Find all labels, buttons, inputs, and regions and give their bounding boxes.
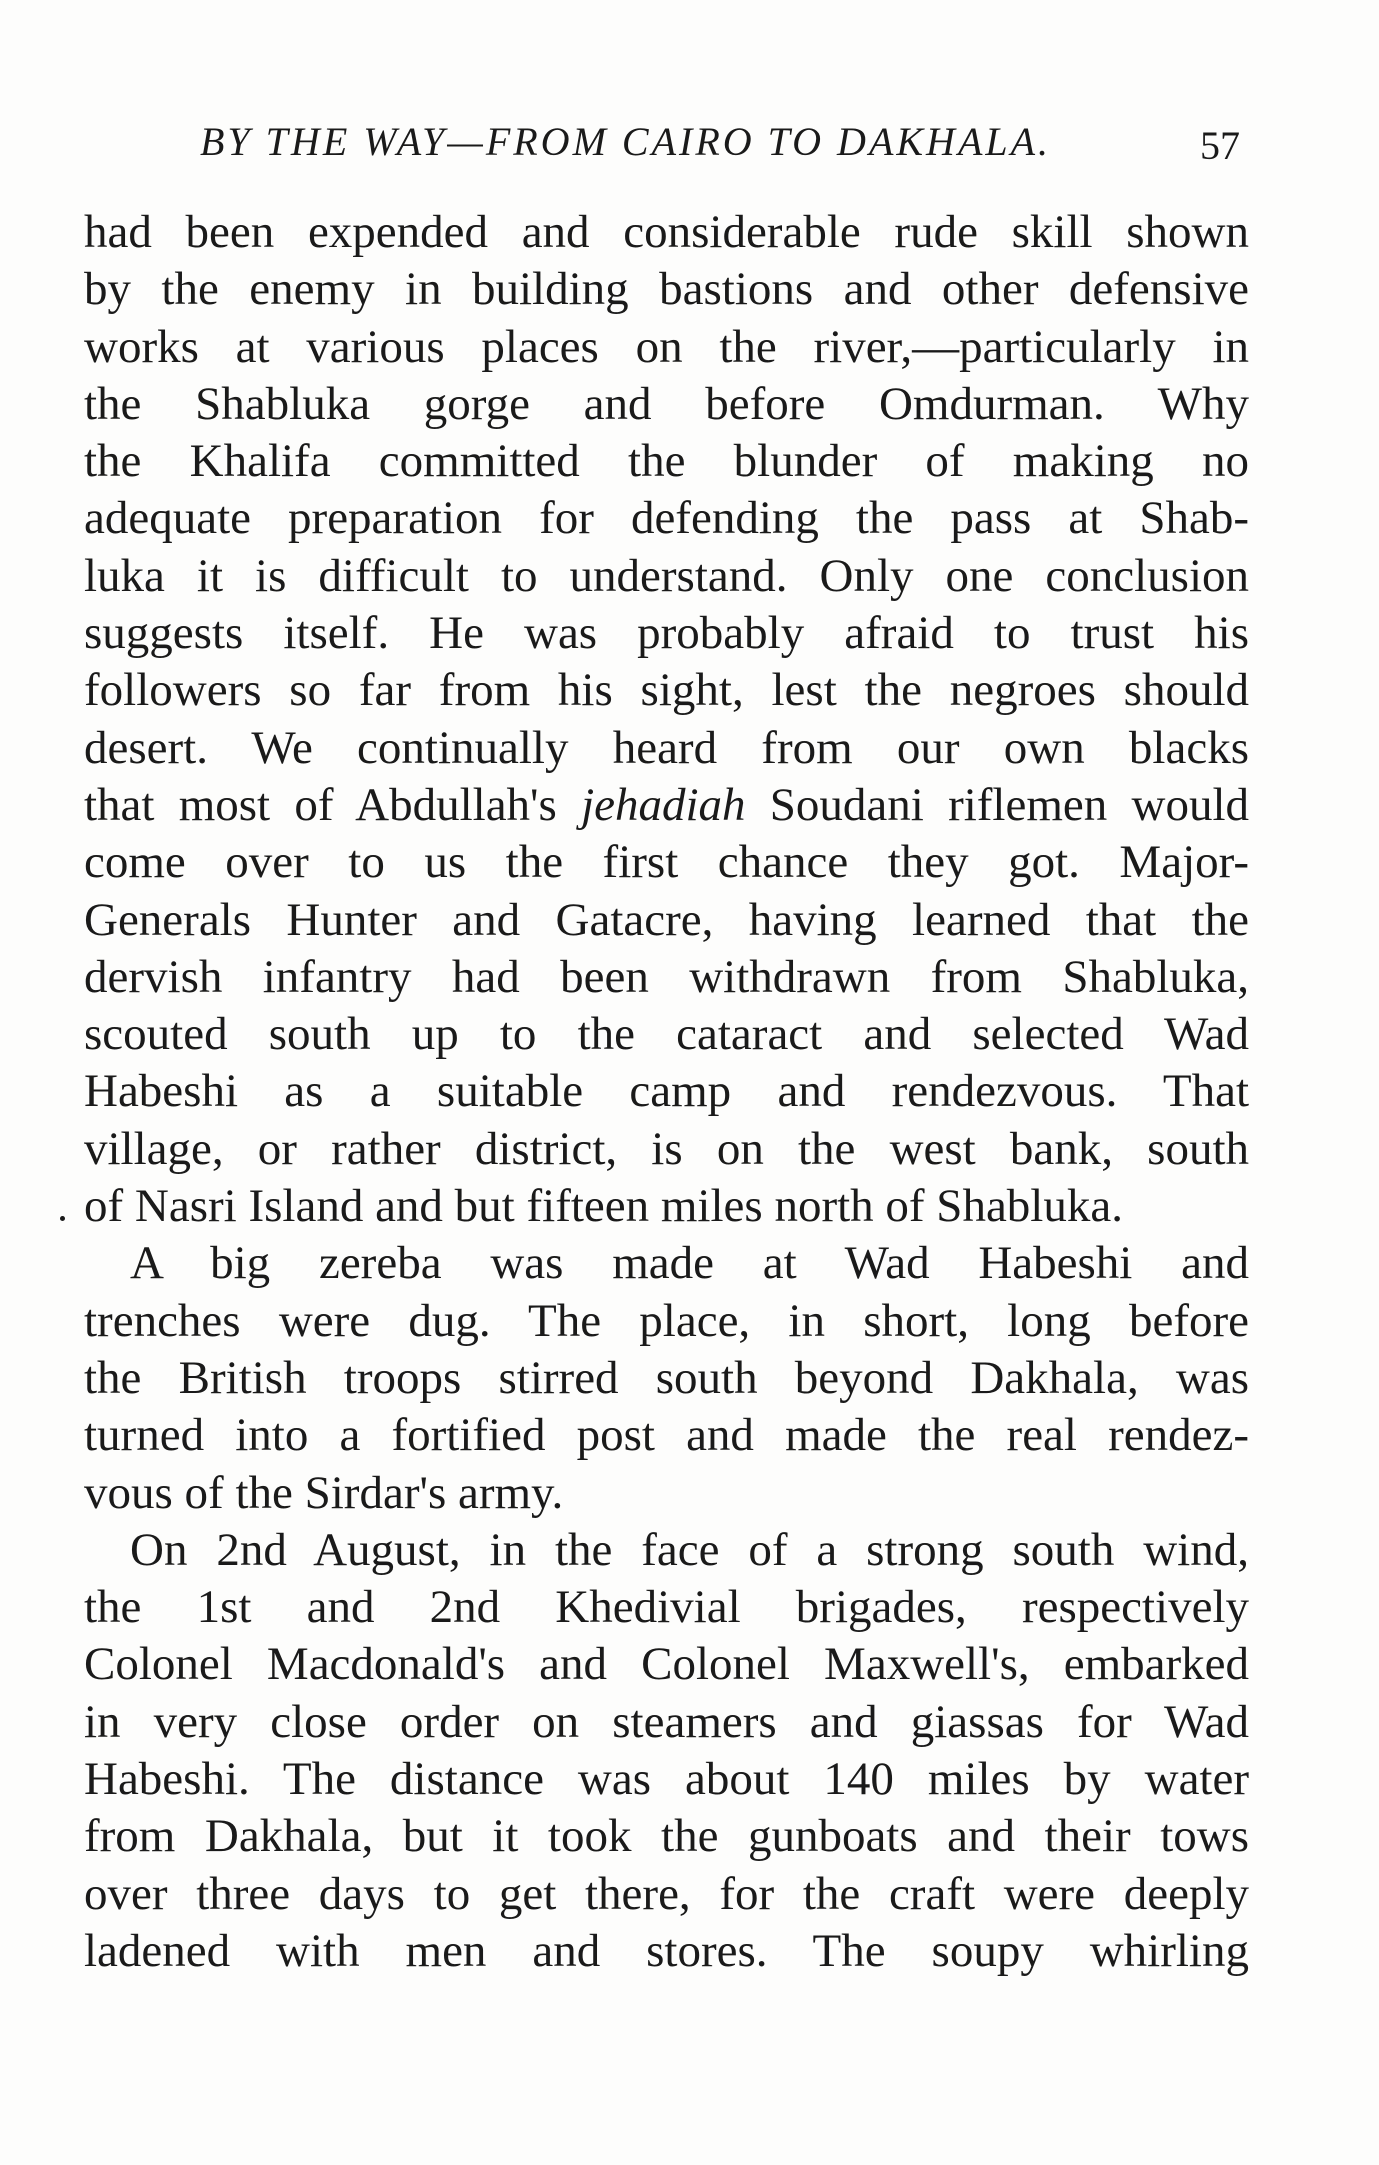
text-line: vous of the Sirdar's army.	[84, 1466, 564, 1519]
text-line: A big zereba was made at Wad Habeshi and	[130, 1237, 1249, 1290]
text-line: works at various places on the river,—particularly in	[84, 320, 1249, 373]
text-line: the Shabluka gorge and before Omdurman. Why	[84, 377, 1249, 430]
text-line: village, or rather district, is on the west bank, south	[84, 1122, 1249, 1175]
text-line: over three days to get there, for the craft were deeply	[84, 1867, 1249, 1920]
text-line: by the enemy in building bastions and other defensive	[84, 263, 1249, 316]
margin-mark	[60, 1216, 65, 1221]
text-line	[84, 777, 1249, 834]
text-segment: that most of Abdullah's	[84, 778, 557, 831]
text-line: adequate preparation for defending the pass at Shab-	[84, 492, 1249, 545]
text-line: from Dakhala, but it took the gunboats and their tows	[84, 1810, 1249, 1863]
text-line: the Khalifa committed the blunder of making no	[84, 435, 1249, 488]
text-line: come over to us the first chance they got. Major-	[84, 836, 1249, 889]
text-line: ladened with men and stores. The soupy whirling	[84, 1924, 1249, 1977]
text-line: On 2nd August, in the face of a strong south wind,	[130, 1523, 1249, 1576]
text-line: dervish infantry had been withdrawn from Shabluka,	[84, 950, 1249, 1003]
text-line: suggests itself. He was probably afraid to trust his	[84, 607, 1249, 660]
text-line: the British troops stirred south beyond Dakhala, was	[84, 1351, 1249, 1404]
text-line: had been expended and considerable rude skill shown	[84, 206, 1249, 258]
text-line: scouted south up to the cataract and selected Wad	[84, 1008, 1249, 1061]
page-number: 57	[1200, 123, 1240, 168]
text-line: the 1st and 2nd Khedivial brigades, respectively	[84, 1581, 1249, 1634]
text-line: turned into a fortified post and made the real rendez-	[84, 1409, 1249, 1462]
text-line: Generals Hunter and Gatacre, having learned that the	[84, 893, 1249, 946]
text-line: of Nasri Island and but fifteen miles north of Shabluka.	[84, 1180, 1123, 1233]
running-head: BY THE WAY—FROM CAIRO TO DAKHALA.	[200, 119, 1052, 164]
text-segment: Soudani riflemen would	[769, 778, 1250, 831]
text-line: Habeshi as a suitable camp and rendezvous. That	[84, 1065, 1249, 1118]
text-line: desert. We continually heard from our own blacks	[84, 721, 1249, 774]
body-text	[84, 204, 1249, 1980]
italic-term: jehadiah	[581, 778, 746, 831]
text-line: Habeshi. The distance was about 140 miles by water	[84, 1753, 1249, 1806]
text-line: Colonel Macdonald's and Colonel Maxwell's, embarked	[84, 1638, 1249, 1691]
text-line: trenches were dug. The place, in short, long before	[84, 1294, 1249, 1347]
text-line: in very close order on steamers and giassas for Wad	[84, 1695, 1249, 1748]
text-line: followers so far from his sight, lest the negroes should	[84, 664, 1249, 717]
text-line: luka it is difficult to understand. Only one conclusion	[84, 549, 1249, 602]
